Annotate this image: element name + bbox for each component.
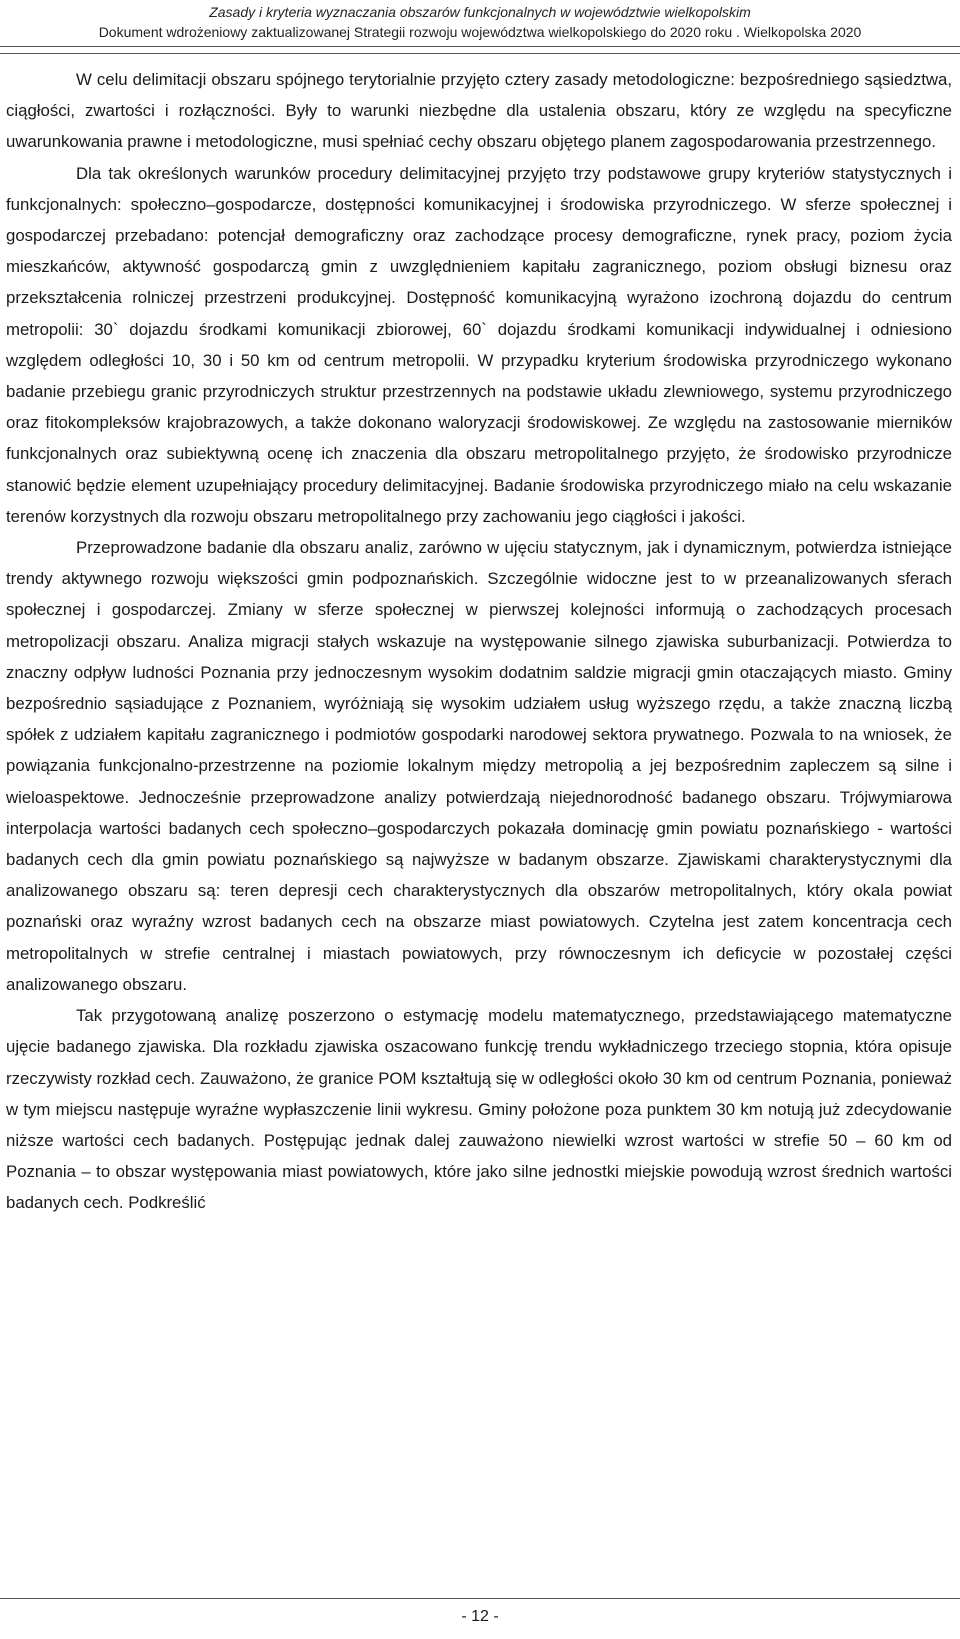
running-header [0,2,960,42]
footer-rule [0,1598,960,1599]
body-text [6,64,952,1219]
header-subtitle: Dokument wdrożeniowy zaktualizowanej Strategii rozwoju województwa wielkopolskiego do 2020 roku . Wielkopolska 2020 [98,24,862,40]
paragraph-3: Przeprowadzone badanie dla obszaru analiz, zarówno w ujęciu statycznym, jak i dynamicznym, potwierdza istniejące trendy aktywnego rozwoju większości gmin podpoznańskich. Szczególnie widoczne jest to w przeanalizowanych sferach społecznej i gospodarczej. Zmiany w sferze społecznej w pierwszej kolejności informują o zachodzących procesach metropolizacji obszaru. Analiza migracji stałych wskazuje na występowanie silnego zjawiska suburbanizacji. Potwierdza to znaczny odpływ ludności Poznania przy jednoczesnym wysokim dodatnim saldzie migracji gmin otaczających miasto. Gminy bezpośrednio sąsiadujące z Poznaniem, wyróżniają się wysokim udziałem usług wyższego rzędu, a także znaczną liczbą spółek z udziałem kapitału zagranicznego i podmiotów gospodarki narodowej sektora prywatnego. Pozwala to na wniosek, że powiązania funkcjonalno-przestrzenne na poziomie lokalnym między metropolią a jej bezpośrednim zapleczem są silne i wieloaspektowe. Jednocześnie przeprowadzone analizy potwierdzają niejednorodność badanego obszaru. Trójwymiarowa interpolacja wartości badanych cech społeczno–gospodarczych pokazała dominację gmin powiatu poznańskiego - wartości badanych cech dla gmin powiatu poznańskiego są najwyższe w badanym obszarze. Zjawiskami charakterystycznymi dla analizowanego obszaru są: teren depresji cech charakterystycznych dla obszarów metropolitalnych, który okala powiat poznański oraz wyraźny wzrost badanych cech na obszarze miast powiatowych. Czytelna jest zatem koncentracja cech metropolitalnych w strefie centralnej i miastach powiatowych, przy równoczesnym ich deficycie w pozostałej części analizowanego obszaru. [6,538,952,994]
paragraph-1: W celu delimitacji obszaru spójnego terytorialnie przyjęto cztery zasady metodologiczne: bezpośredniego sąsiedztwa, ciągłości, zwartości i rozłączności. Były to warunki niezbędne dla ustalenia obszaru, który ze względu na specyficzne uwarunkowania prawne i metodologiczne, musi spełniać cechy obszaru objętego planem zagospodarowania przestrzennego. [6,70,952,152]
header-title: Zasady i kryteria wyznaczania obszarów funkcjonalnych w województwie wielkopolskim [209,4,751,20]
paragraph-2: Dla tak określonych warunków procedury delimitacyjnej przyjęto trzy podstawowe grupy kryteriów statystycznych i funkcjonalnych: społeczno–gospodarcze, dostępności komunikacyjnej i środowiska przyrodniczego. W sferze społecznej i gospodarczej przebadano: potencjał demograficzny oraz zachodzące procesy demograficzne, rynek pracy, poziom życia mieszkańców, aktywność gospodarczą gmin z uwzględnieniem kapitału zagranicznego, poziom obsługi biznesu oraz przekształcenia rolniczej przestrzeni produkcyjnej. Dostępność komunikacyjną wyrażono izochroną dojazdu do centrum metropolii: 30` dojazdu środkami komunikacji zbiorowej, 60` dojazdu środkami komunikacji indywidualnej i odniesiono względem odległości 10, 30 i 50 km od centrum metropolii. W przypadku kryterium środowiska przyrodniczego wykonano badanie przebiegu granic przyrodniczych struktur przestrzennych na podstawie układu zlewniowego, systemu przyrodniczego oraz fitokompleksów krajobrazowych, a także dokonano waloryzacji środowiskowej. Ze względu na zastosowanie mierników funkcjonalnych oraz subiektywną ocenę ich znaczenia dla obszaru metropolitalnego przyjęto, że środowisko przyrodnicze stanowić będzie element uzupełniający procedury delimitacyjnej. Badanie środowiska przyrodniczego miało na celu wskazanie terenów korzystnych dla rozwoju obszaru metropolitalnego przy zachowaniu jego ciągłości i jakości. [6,163,952,526]
page-number: - 12 - [461,1608,499,1625]
paragraph-4: Tak przygotowaną analizę poszerzono o estymację modelu matematycznego, przedstawiającego matematyczne ujęcie badanego zjawiska. Dla rozkładu zjawiska oszacowano funkcję trendu wykładniczego trzeciego stopnia, która opisuje rzeczywisty rozkład cech. Zauważono, że granice POM kształtują się w odległości około 30 km od centrum Poznania, ponieważ w tym miejscu następuje wyraźne wypłaszczenie linii wykresu. Gminy położone poza punktem 30 km notują już zdecydowanie niższe wartości cech badanych. Postępując jednak dalej zauważono niewielki wzrost wartości w strefie 50 – 60 km od Poznania – to obszar występowania miast powiatowych, które jako silne jednostki miejskie powodują wzrost średnich wartości badanych cech. Podkreślić [6,1006,952,1213]
header-double-rule [0,46,960,54]
